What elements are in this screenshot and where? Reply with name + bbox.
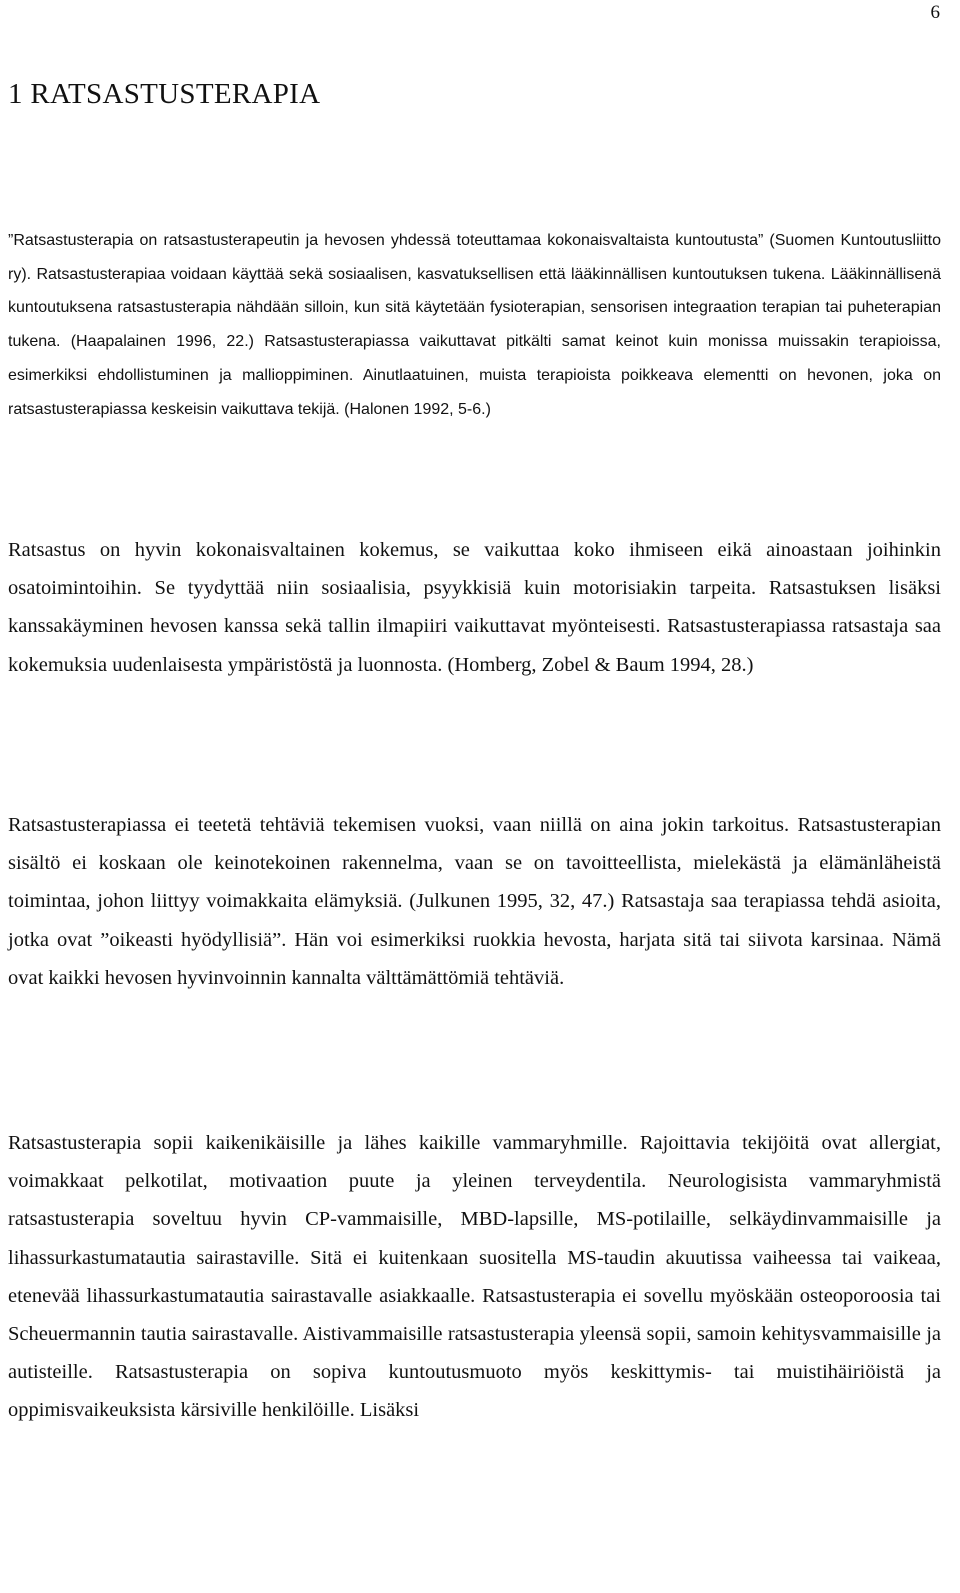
sentence: Ratsastusterapiaa voidaan käyttää sekä sosiaalisen, kasvatuksellisen että lääkinnällisen kuntoutuksen tukena. bbox=[31, 265, 826, 283]
sentence: Rajoittavia tekijöitä ovat allergiat, voimakkaat pelkotilat, motivaation puute ja yleinen terveydentila. bbox=[8, 1132, 941, 1193]
sentence: Ratsastus on hyvin kokonaisvaltainen kokemus, se vaikuttaa koko ihmiseen eikä ainoastaan joihinkin osatoimintoihin. bbox=[8, 539, 941, 600]
sentence: Lääkinnällisenä kuntoutuksena ratsastusterapia nähdään silloin, kun sitä käytetään fysioterapian, sensorisen integraation terapian tai puheterapian tukena. bbox=[8, 265, 942, 351]
sentence: Ratsastaja saa terapiassa tehdä asioita, jotka ovat ”oikeasti hyödyllisiä”. bbox=[8, 890, 941, 951]
sentence: Neurologisista vammaryhmistä ratsastusterapia soveltuu hyvin CP-vammaisille, MBD-lapsille, MS-potilaille, selkäydinvammaisille ja lihassurkastumatautia sairastaville. bbox=[8, 1170, 941, 1269]
sentence: Nämä ovat kaikki hevosen hyvinvoinnin kannalta välttämättömiä tehtäviä. bbox=[8, 928, 941, 989]
citation: (Julkunen 1995, 32, 47.) bbox=[402, 890, 615, 913]
citation: (Homberg, Zobel & Baum 1994, 28.) bbox=[442, 653, 754, 676]
sentence: Ratsastusterapiassa ratsastaja saa kokemuksia uudenlaisesta ympäristöstä ja luonnosta. bbox=[8, 615, 941, 676]
sentence: Lisäksi bbox=[354, 1399, 420, 1422]
paragraph-intro bbox=[8, 224, 941, 426]
page-number: 6 bbox=[930, 2, 940, 23]
sentence: Ratsastusterapiassa vaikuttavat pitkälti samat keinot kuin monissa muissakin terapioissa, esimerkiksi ehdollistuminen ja mallioppiminen. bbox=[8, 333, 941, 384]
sentence: Ratsastusterapia sopii kaikenikäisille ja lähes kaikille vammaryhmille. bbox=[8, 1132, 628, 1154]
sentence: Se tyydyttää niin sosiaalisia, psyykkisiä kuin motorisiakin tarpeita. bbox=[141, 577, 757, 600]
paragraph-suitability bbox=[8, 1124, 941, 1430]
chapter-heading: 1 RATSASTUSTERAPIA bbox=[8, 78, 321, 110]
sentence: Ainutlaatuinen, muista terapioista poikkeava elementti on hevonen, joka on ratsastusterapiassa keskeisin vaikuttava tekijä. bbox=[8, 366, 941, 418]
paragraph-holistic bbox=[8, 531, 941, 684]
citation: (Haapalainen 1996, 22.) bbox=[60, 333, 254, 351]
sentence: Ratsastusterapian sisältö ei koskaan ole keinotekoinen rakennelma, vaan se on tavoitteellista, mielekästä ja elämänläheistä toimintaa, johon liittyy voimakkaita elämyksiä. bbox=[8, 814, 941, 913]
paragraph-purpose bbox=[8, 806, 941, 997]
sentence: Hän voi esimerkiksi ruokkia hevosta, harjata sitä tai siivota karsinaa. bbox=[286, 928, 885, 951]
sentence: Ratsastusterapia on sopiva kuntoutusmuoto myös keskittymis- tai muistihäiriöistä ja oppimisvaikeuksista kärsiville henkilöille. bbox=[8, 1361, 941, 1422]
sentence: Ratsastusterapia ei sovellu myöskään osteoporoosia tai Scheuermannin tautia sairastavalle. bbox=[8, 1284, 941, 1346]
citation: (Halonen 1992, 5-6.) bbox=[339, 400, 491, 418]
sentence: Aistivammaisille ratsastusterapia yleensä sopii, samoin kehitysvammaisille ja autisteille. bbox=[8, 1323, 941, 1384]
sentence: Sitä ei kuitenkaan suositella MS-taudin akuutissa vaiheessa tai vaikeaa, etenevää lihassurkastumatautia sairastavalle asiakkaalle. bbox=[8, 1246, 942, 1307]
sentence: ”Ratsastusterapia on ratsastusterapeutin ja hevosen yhdessä toteuttamaa kokonaisvaltaista kuntoutusta” (Suomen Kuntoutusliitto ry). bbox=[8, 232, 941, 283]
sentence: Ratsastuksen lisäksi kanssakäyminen hevosen kanssa sekä tallin ilmapiiri vaikuttavat myönteisesti. bbox=[8, 577, 942, 638]
sentence: Ratsastusterapiassa ei teetetä tehtäviä tekemisen vuoksi, vaan niillä on aina jokin tarkoitus. bbox=[8, 814, 790, 836]
